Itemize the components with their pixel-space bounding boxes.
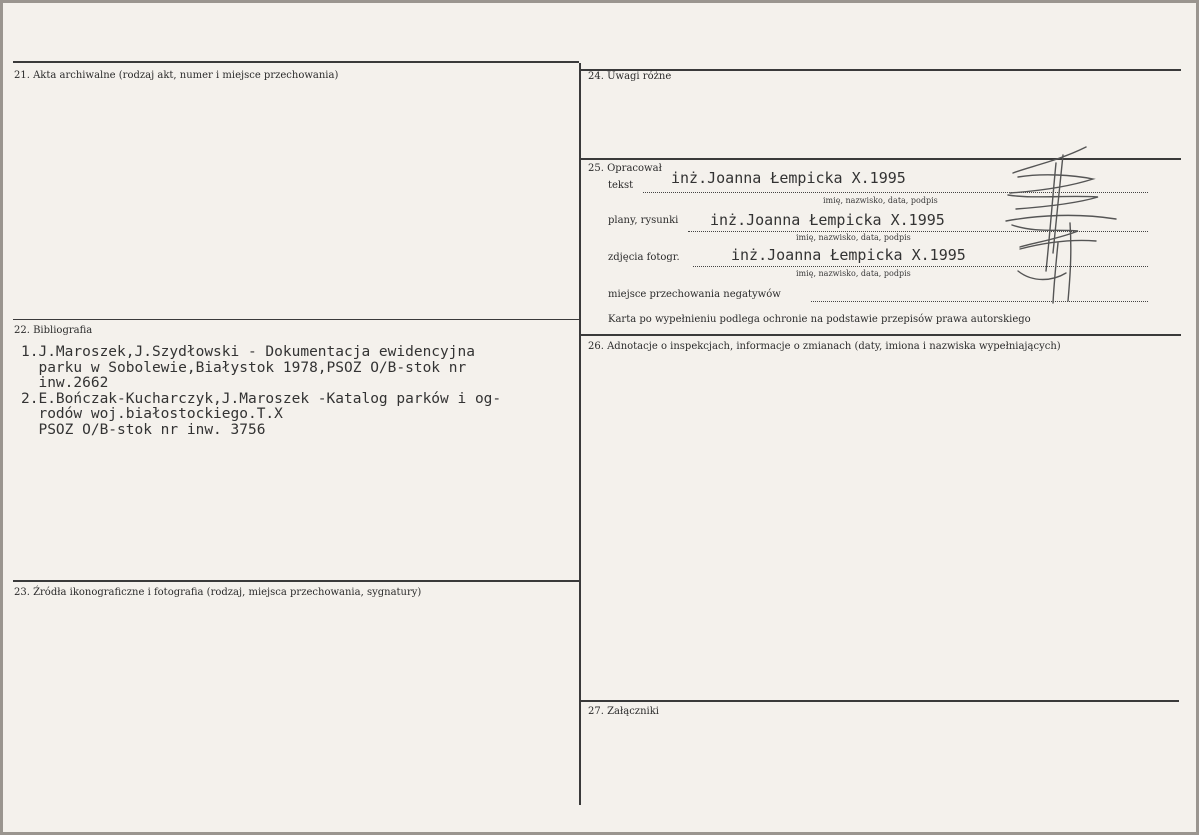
signature-image (998, 143, 1123, 308)
field-24-label: 24. Uwagi różne (588, 71, 672, 82)
tekst-value: inż.Joanna Łempicka X.1995 (671, 169, 906, 187)
field-21-label: 21. Akta archiwalne (rodzaj akt, numer i miejsce przechowania) (14, 70, 339, 81)
bibliography-entry-2-line-3: PSOZ O/B-stok nr inw. 3756 (21, 421, 266, 438)
bibliography-entry-1-line-1: 1.J.Maroszek,J.Szydłowski - Dokumentacja ewidencyjna (21, 344, 475, 360)
bibliography-entry-1-line-2: parku w Sobolewie,Białystok 1978,PSOZ O/B-stok nr (21, 359, 467, 376)
plany-value: inż.Joanna Łempicka X.1995 (710, 211, 945, 229)
plany-caption: imię, nazwisko, data, podpis (796, 233, 911, 242)
divider-26-27 (581, 700, 1179, 702)
divider-21-22 (13, 319, 579, 320)
bibliography-entry-2-line-2: rodów woj.białostockiego.T.X (21, 406, 283, 422)
field-27-label: 27. Załączniki (588, 706, 659, 717)
field-22-label: 22. Bibliografia (14, 325, 93, 336)
field-25-label: 25. Opracował (588, 163, 662, 174)
negatywy-label: miejsce przechowania negatywów (608, 289, 781, 300)
bibliography-entry-1-line-3: inw.2662 (21, 375, 109, 391)
zdjecia-caption: imię, nazwisko, data, podpis (796, 269, 911, 278)
divider-25-26 (581, 334, 1181, 336)
top-rule-left (13, 61, 579, 63)
bibliography-list (21, 345, 501, 438)
field-23-label: 23. Źródła ikonograficzne i fotografia (rodzaj, miejsca przechowania, sygnatury) (14, 587, 422, 598)
field-26-label: 26. Adnotacje o inspekcjach, informacje o zmianach (daty, imiona i nazwiska wypełniających) (588, 341, 1061, 352)
vertical-divider (579, 63, 581, 805)
tekst-label: tekst (608, 180, 634, 191)
tekst-caption: imię, nazwisko, data, podpis (823, 196, 938, 205)
zdjecia-value: inż.Joanna Łempicka X.1995 (731, 246, 966, 264)
bibliography-entry-2-line-1: 2.E.Bończak-Kucharczyk,J.Maroszek -Katalog parków i og- (21, 390, 502, 407)
divider-22-23 (13, 580, 579, 582)
copyright-note: Karta po wypełnieniu podlega ochronie na podstawie przepisów prawa autorskiego (608, 314, 1031, 325)
plany-label: plany, rysunki (608, 215, 679, 226)
zdjecia-label: zdjęcia fotogr. (608, 252, 680, 263)
